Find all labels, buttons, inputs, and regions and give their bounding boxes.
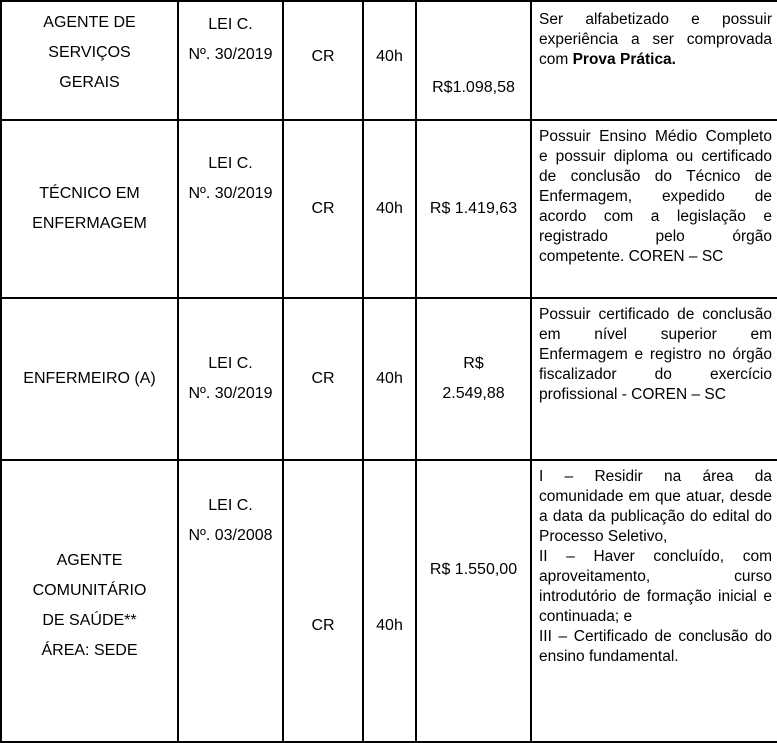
- cargo-cell: [1, 460, 178, 742]
- cargo-line: SERVIÇOS: [48, 44, 131, 61]
- requisito-item: III – Certificado de conclusão do ensino fundamental.: [539, 628, 772, 665]
- cargo-line: TÉCNICO EM: [39, 185, 140, 202]
- lei-line: Nº. 30/2019: [188, 385, 273, 402]
- lei-line: Nº. 30/2019: [188, 185, 273, 202]
- carga-value: 40h: [376, 370, 403, 387]
- vencimento-cell: [416, 1, 531, 120]
- requisito-text: Ser alfabetizado e possuir experiência a ser comprovada com: [539, 11, 772, 68]
- lei-line: LEI C.: [208, 155, 253, 172]
- cargo-line: AGENTE DE: [43, 14, 136, 31]
- lei-cell: [178, 298, 283, 460]
- cargo-line: GERAIS: [59, 74, 120, 91]
- carga-cell: [363, 1, 416, 120]
- regime-value: CR: [311, 617, 335, 634]
- lei-line: Nº. 30/2019: [188, 46, 273, 63]
- lei-cell: [178, 460, 283, 742]
- regime-value: CR: [311, 48, 335, 65]
- carga-value: 40h: [376, 200, 403, 217]
- vencimento-currency: R$: [463, 355, 484, 372]
- carga-cell: [363, 120, 416, 298]
- requisito-cell: [531, 120, 777, 298]
- cargo-cell: [1, 120, 178, 298]
- cargo-cell: [1, 298, 178, 460]
- regime-cell: [283, 298, 363, 460]
- vencimento-value: R$ 1.550,00: [429, 561, 518, 578]
- requisito-cell: [531, 298, 777, 460]
- carga-cell: [363, 298, 416, 460]
- requisito-text: Possuir Ensino Médio Completo e possuir diploma ou certificado de conclusão do Técnico de Enfermagem, expedido de acordo com a legislação e registrado pelo órgão competente. COREN – SC: [539, 128, 772, 265]
- lei-cell: [178, 120, 283, 298]
- cargo-line: ÁREA: SEDE: [41, 642, 138, 659]
- table-row: [1, 298, 777, 460]
- regime-cell: [283, 1, 363, 120]
- regime-value: CR: [311, 370, 335, 387]
- cargo-line: ENFERMAGEM: [32, 215, 147, 232]
- lei-line: LEI C.: [208, 16, 253, 33]
- vencimento-cell: [416, 120, 531, 298]
- cargo-cell: [1, 1, 178, 120]
- lei-line: LEI C.: [208, 355, 253, 372]
- requisito-item: II – Haver concluído, com aproveitamento, curso introdutório de formação inicial e continuada; e: [539, 548, 772, 625]
- cargo-line: DE SAÚDE**: [42, 612, 137, 629]
- table-row: [1, 1, 777, 120]
- requisito-text: Possuir certificado de conclusão em nível superior em Enfermagem e registro no órgão fiscalizador do exercício profissional - COREN – SC: [539, 306, 772, 403]
- carga-value: 40h: [376, 48, 403, 65]
- regime-cell: [283, 460, 363, 742]
- regime-value: CR: [311, 200, 335, 217]
- carga-cell: [363, 460, 416, 742]
- vencimento-value: R$1.098,58: [432, 79, 515, 96]
- requisito-item: I – Residir na área da comunidade em que atuar, desde a data da publicação do edital do Processo Seletivo,: [539, 468, 772, 545]
- vencimento-value: 2.549,88: [442, 385, 505, 402]
- cargo-line: COMUNITÁRIO: [32, 582, 147, 599]
- requisito-cell: [531, 1, 777, 120]
- cargo-line: ENFERMEIRO (A): [23, 370, 156, 387]
- table-row: [1, 460, 777, 742]
- lei-line: Nº. 03/2008: [188, 527, 273, 544]
- cargo-line: AGENTE: [56, 552, 123, 569]
- requisito-cell: [531, 460, 777, 742]
- requisito-bold-text: Prova Prática.: [572, 51, 676, 68]
- vencimento-cell: [416, 298, 531, 460]
- regime-cell: [283, 120, 363, 298]
- carga-value: 40h: [376, 617, 403, 634]
- vencimento-value: R$ 1.419,63: [429, 200, 518, 217]
- lei-cell: [178, 1, 283, 120]
- vencimento-cell: [416, 460, 531, 742]
- lei-line: LEI C.: [208, 497, 253, 514]
- table-row: [1, 120, 777, 298]
